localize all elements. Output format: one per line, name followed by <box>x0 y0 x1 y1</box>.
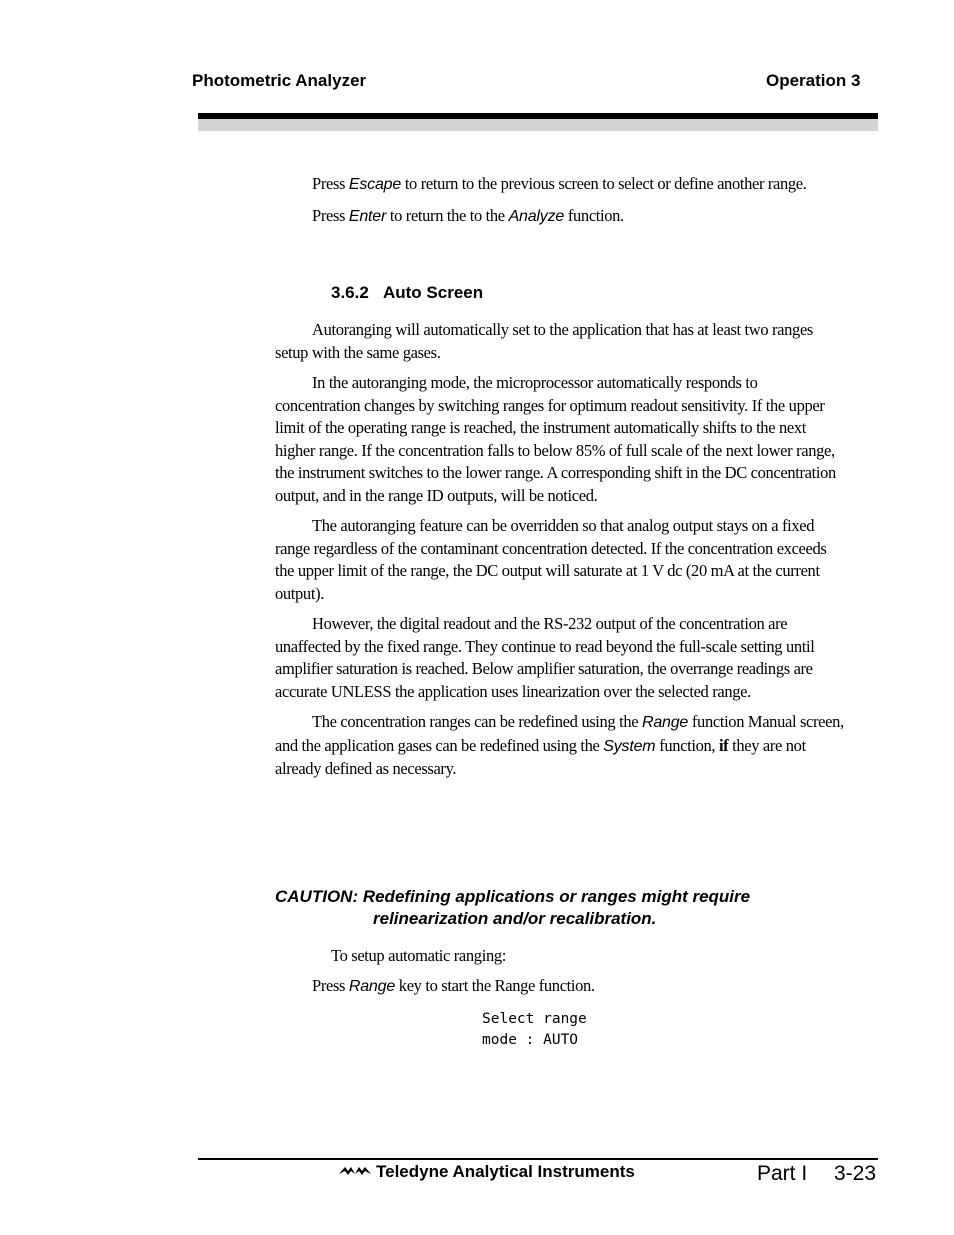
body-paragraph-4: However, the digital readout and the RS-232 output of the concentration are unaffected by the fixed range. They continue to read beyond the full-scale setting until amplifier saturation is reached. Below amplifier saturation, the overrange readings are accurate UNLESS the application uses linearization over the selected range. <box>275 614 815 701</box>
header-title: Photometric Analyzer <box>192 71 367 90</box>
footer-brand <box>338 1162 635 1182</box>
steps-press-range <box>312 975 595 999</box>
header-rule-shadow <box>198 119 878 131</box>
if-emphasis: if <box>718 735 729 755</box>
footer-page-number: 3-23 <box>834 1162 877 1185</box>
footer-rule <box>198 1158 878 1160</box>
text-run: they are not already defined as necessary. <box>275 735 806 778</box>
teledyne-logo-icon <box>338 1165 372 1179</box>
text-run: Press <box>312 976 349 995</box>
display-readout <box>482 1009 587 1051</box>
section-heading <box>331 283 483 303</box>
caution-note <box>275 886 875 930</box>
caution-line-1: CAUTION: Redefining applications or ranges might require <box>275 887 751 906</box>
intro-block <box>275 173 845 228</box>
body-paragraph-1: Autoranging will automatically set to the application that has at least two ranges setup with the same gases. <box>275 320 813 362</box>
intro-escape-paragraph <box>275 173 845 197</box>
text-run: key to start the Range function. <box>395 976 595 995</box>
body-paragraph-5 <box>275 711 845 781</box>
text-run: function, <box>655 735 719 755</box>
body-paragraph-2: In the autoranging mode, the microprocessor automatically responds to concentration changes by switching ranges for optimum readout sensitivity. If the upper limit of the operating range is reached, the instrument automatically shifts to the next higher range. If the concentration falls to below 85% of full scale of the next lower range, the instrument switches to the lower range. A corresponding shift in the DC concentration output, and in the range ID outputs, will be noticed. <box>275 373 836 505</box>
text-run: to return to the previous screen to select or define another range. <box>401 174 807 193</box>
text-run: Press <box>312 174 349 193</box>
text-run: Press <box>312 205 349 225</box>
analyze-function-label: Analyze <box>508 207 565 225</box>
text-run: function Manual screen, and the application gases can be redefined using the <box>275 712 844 755</box>
range-function-label: Range <box>641 714 689 731</box>
caution-line-2: relinearization and/or recalibration. <box>373 909 657 928</box>
section-title: Auto Screen <box>382 283 484 302</box>
range-key-label: Range <box>348 978 396 995</box>
footer-part: Part I <box>757 1162 808 1185</box>
enter-key-label: Enter <box>348 207 387 225</box>
intro-enter-paragraph <box>275 205 845 229</box>
steps-intro: To setup automatic ranging: <box>331 946 506 965</box>
system-function-label: System <box>603 737 656 755</box>
text-run: The concentration ranges can be redefined using the <box>312 712 642 731</box>
display-line-2: mode : AUTO <box>482 1032 579 1048</box>
body-paragraph-3: The autoranging feature can be overridden so that analog output stays on a fixed range regardless of the contaminant concentration detected. If the concentration exceeds the upper limit of the range, the DC output will saturate at 1 V dc (20 mA at the current output). <box>275 516 827 603</box>
section-number: 3.6.2 <box>331 283 369 302</box>
escape-key-label: Escape <box>348 176 402 193</box>
display-line-1: Select range <box>482 1011 587 1027</box>
footer-brand-text: Teledyne Analytical Instruments <box>376 1162 635 1181</box>
header-section: Operation 3 <box>766 71 861 90</box>
text-run: to return the to the <box>386 205 509 225</box>
body-block <box>275 319 845 781</box>
text-run: function. <box>564 205 624 225</box>
